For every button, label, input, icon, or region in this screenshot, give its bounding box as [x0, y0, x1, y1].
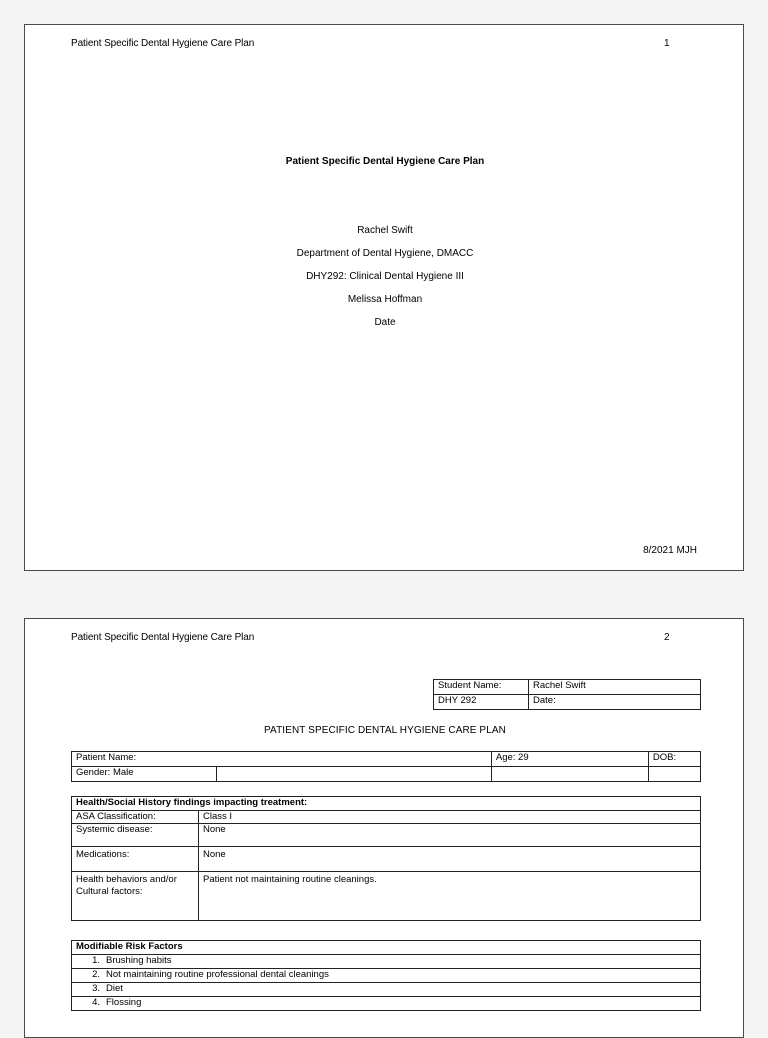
- systemic-disease-value: None: [199, 824, 701, 847]
- list-text: Flossing: [106, 997, 142, 1008]
- list-number: 3.: [92, 983, 100, 994]
- student-name-label: Student Name:: [434, 680, 529, 695]
- plan-title: PATIENT SPECIFIC DENTAL HYGIENE CARE PLAN: [264, 725, 506, 736]
- health-behaviors-value: Patient not maintaining routine cleanings.: [199, 872, 701, 921]
- date-label: Date:: [529, 695, 701, 710]
- risk-factors-table: [71, 940, 701, 1011]
- risk-factors-heading: Modifiable Risk Factors: [72, 941, 701, 955]
- running-header: Patient Specific Dental Hygiene Care Plan: [71, 38, 255, 49]
- list-number: 4.: [92, 997, 100, 1008]
- footer-note: 8/2021 MJH: [643, 545, 697, 556]
- date-line: Date: [374, 317, 396, 328]
- medications-value: None: [199, 847, 701, 872]
- empty-cell: [217, 767, 492, 782]
- student-info-table: [433, 679, 701, 710]
- empty-cell: [648, 767, 700, 782]
- instructor-name: Melissa Hoffman: [347, 294, 423, 305]
- gender-field: Gender: Male: [72, 767, 217, 782]
- author-name: Rachel Swift: [357, 225, 413, 236]
- health-history-table: [71, 796, 701, 921]
- dob-field: DOB:: [648, 752, 700, 767]
- list-text: Not maintaining routine professional dental cleanings: [106, 969, 329, 980]
- student-name-value: Rachel Swift: [529, 680, 701, 695]
- page-number: 2: [664, 632, 670, 643]
- empty-cell: [491, 767, 648, 782]
- list-item: [72, 969, 701, 983]
- page-number: 1: [664, 38, 670, 49]
- asa-label: ASA Classification:: [72, 811, 199, 824]
- systemic-disease-label: Systemic disease:: [72, 824, 199, 847]
- list-number: 2.: [92, 969, 100, 980]
- running-header: Patient Specific Dental Hygiene Care Plan: [71, 632, 255, 643]
- course-name: DHY292: Clinical Dental Hygiene III: [306, 271, 464, 282]
- list-number: 1.: [92, 955, 100, 966]
- paper-title: Patient Specific Dental Hygiene Care Plan: [285, 156, 485, 167]
- patient-info-table: [71, 751, 701, 782]
- medications-label: Medications:: [72, 847, 199, 872]
- document-page-1: [24, 24, 744, 571]
- course-label: DHY 292: [434, 695, 529, 710]
- asa-value: Class I: [199, 811, 701, 824]
- health-history-heading: Health/Social History findings impacting treatment:: [72, 797, 701, 811]
- list-text: Brushing habits: [106, 955, 172, 966]
- age-field: Age: 29: [491, 752, 648, 767]
- patient-name-label: Patient Name:: [72, 752, 492, 767]
- document-page-2: [24, 618, 744, 1038]
- department: Department of Dental Hygiene, DMACC: [296, 248, 474, 259]
- list-item: [72, 955, 701, 969]
- list-item: [72, 997, 701, 1011]
- list-text: Diet: [106, 983, 123, 994]
- list-item: [72, 983, 701, 997]
- health-behaviors-label: Health behaviors and/or Cultural factors:: [72, 872, 199, 921]
